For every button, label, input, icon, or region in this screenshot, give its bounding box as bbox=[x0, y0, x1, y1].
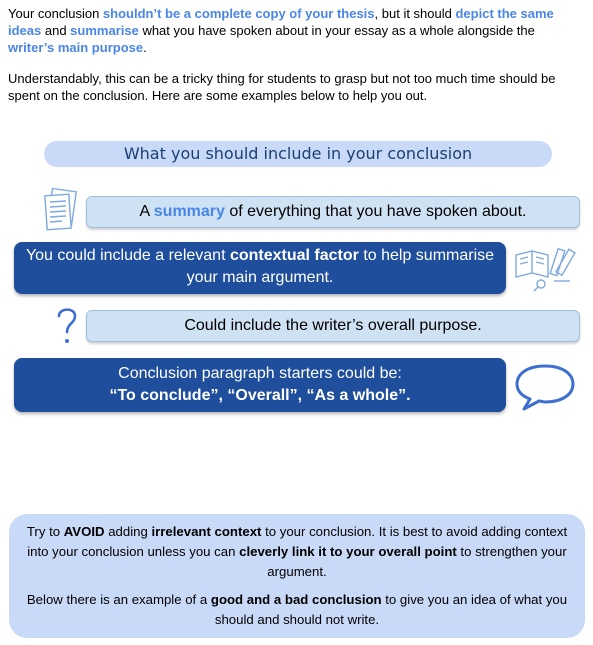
intro-text-segment: Your conclusion bbox=[8, 6, 103, 21]
note-text: to give you an idea of what you should and should not write. bbox=[214, 592, 568, 627]
intro-highlight: depict the same ideas bbox=[8, 6, 554, 38]
note-bold: irrelevant context bbox=[151, 524, 262, 539]
intro-text-segment: , but it should bbox=[374, 6, 456, 21]
avoid-context-note bbox=[9, 514, 585, 638]
paragraph-starters-box bbox=[14, 358, 506, 412]
note-bold: AVOID bbox=[63, 524, 105, 539]
note-text: to strengthen your argument. bbox=[267, 544, 567, 579]
context-text: to help summarise your main argument. bbox=[186, 247, 495, 286]
context-text: You could include a relevant bbox=[25, 247, 230, 264]
writer-purpose-box bbox=[86, 310, 580, 342]
summary-box bbox=[86, 196, 580, 228]
note-paragraph-2 bbox=[23, 590, 571, 630]
note-bold: cleverly link it to your overall point bbox=[239, 544, 457, 559]
intro-text bbox=[8, 5, 583, 118]
books-icon bbox=[510, 243, 580, 293]
context-keyword: contextual factor bbox=[229, 247, 359, 264]
summary-text: A bbox=[139, 203, 154, 220]
intro-highlight: shouldn’t be a complete copy of your thesis bbox=[102, 6, 375, 21]
contextual-factor-box bbox=[14, 242, 506, 294]
intro-paragraph-2: Understandably, this can be a tricky thing for students to grasp but not too much time should be spent on the conclusion. Here are some examples below to help you out. bbox=[8, 71, 556, 103]
summary-text: of everything that you have spoken about. bbox=[224, 203, 527, 220]
intro-highlight: summarise bbox=[70, 23, 139, 38]
note-bold: good and a bad conclusion bbox=[210, 592, 382, 607]
purpose-text: Could include the writer’s overall purpose. bbox=[184, 317, 482, 334]
summary-keyword: summary bbox=[153, 203, 225, 220]
note-text: Below there is an example of a bbox=[26, 592, 211, 607]
starters-line-1: Conclusion paragraph starters could be: bbox=[118, 365, 402, 382]
document-icon bbox=[42, 187, 78, 235]
note-paragraph-1 bbox=[23, 522, 571, 582]
note-text: Try to bbox=[26, 524, 64, 539]
note-text: adding bbox=[104, 524, 152, 539]
starters-line-2: “To conclude”, “Overall”, “As a whole”. bbox=[109, 387, 411, 404]
intro-text-segment: and bbox=[41, 23, 71, 38]
intro-text-segment: . bbox=[143, 40, 147, 55]
question-mark-icon bbox=[54, 305, 80, 347]
intro-paragraph-1 bbox=[8, 5, 583, 56]
intro-highlight: writer’s main purpose bbox=[8, 40, 144, 55]
speech-bubble-icon bbox=[512, 360, 578, 414]
note-text: to your conclusion. It is best to avoid adding context into your conclusion unless you can bbox=[27, 524, 568, 559]
intro-text-segment: what you have spoken about in your essay as a whole alongside the bbox=[138, 23, 535, 38]
section-title: What you should include in your conclusion bbox=[44, 141, 552, 167]
